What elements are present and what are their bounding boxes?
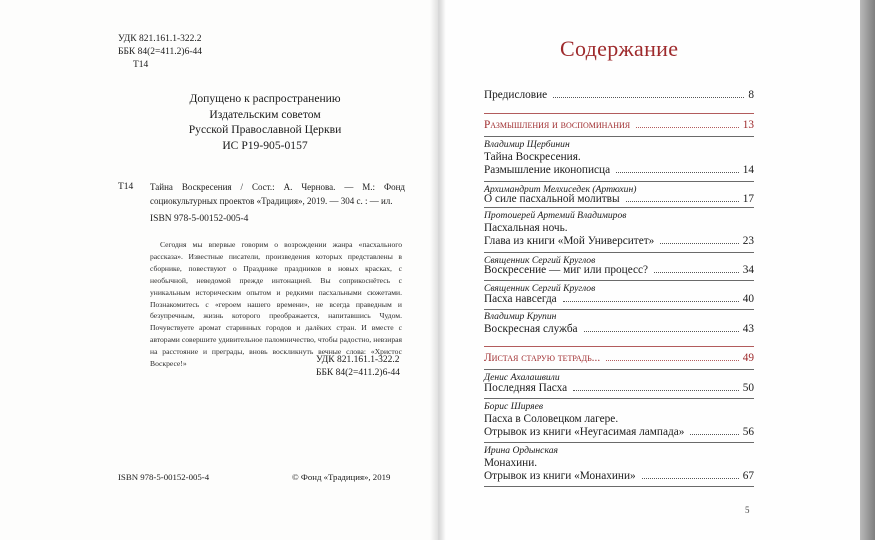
dot-leader bbox=[660, 242, 738, 244]
author-name: Священник Сергий Круглов bbox=[484, 255, 596, 266]
divider bbox=[484, 136, 754, 137]
dot-leader bbox=[606, 359, 739, 361]
author-name: Ирина Ордынская bbox=[484, 445, 558, 456]
page-ref: 17 bbox=[742, 193, 754, 205]
page-number: 5 bbox=[745, 505, 750, 515]
divider bbox=[484, 346, 754, 347]
annotation: Сегодня мы впервые говорим о возрождении жанра «пасхального рассказа». Известные писатели, произведения которых представлены в сборнике, повествуют о Празднике праздников в новых красках, с необычной, неведомой прежде интонацией. Вы соприкоснётесь с уникальным историческим опытом и редкими пасхальными сюжетами. Познакомитесь с «героем нашего времени», не всегда праведным и безупречным, жизнь которого преображается, напитавшись Чудом. Почувствуете аромат старинных городов и далёких стран. И вместе с авторами совершите удивительное паломничество, чтобы радостно, невзирая на расстояние и преграды, вновь воскликнуть вечные слова: «Христос Воскресе!» bbox=[150, 240, 402, 369]
author-name: Борис Ширяев bbox=[484, 401, 544, 412]
section-title: Размышления и воспоминания bbox=[484, 119, 631, 131]
toc-title: Воскресная служба bbox=[484, 323, 578, 335]
bib-code: Т14 bbox=[118, 182, 134, 192]
isbn: ISBN 978-5-00152-005-4 bbox=[150, 214, 249, 224]
book-gutter bbox=[430, 0, 446, 540]
bbk-bottom: ББК 84(2=411.2)6-44 bbox=[316, 368, 400, 378]
author-name: Протоиерей Артемий Владимиров bbox=[484, 210, 627, 221]
toc-title: Глава из книги «Мой Университет» bbox=[484, 235, 655, 247]
approval-line: ИС Р19-905-0157 bbox=[222, 138, 308, 152]
dot-leader bbox=[642, 477, 739, 479]
toc-row[interactable] bbox=[484, 235, 754, 247]
divider bbox=[484, 442, 754, 443]
dot-leader bbox=[616, 171, 739, 173]
toc-title: Пасха навсегда bbox=[484, 293, 557, 305]
dot-leader bbox=[626, 200, 739, 202]
author-name: Священник Сергий Круглов bbox=[484, 283, 596, 294]
toc-row[interactable] bbox=[484, 164, 754, 176]
page-ref: 14 bbox=[742, 164, 754, 176]
dot-leader bbox=[636, 126, 739, 128]
footer-isbn: ISBN 978-5-00152-005-4 bbox=[118, 472, 210, 482]
approval-block bbox=[130, 91, 400, 153]
toc-subtitle: Тайна Воскресения. bbox=[484, 151, 581, 163]
page-ref: 56 bbox=[742, 426, 754, 438]
divider bbox=[484, 486, 754, 487]
udk-top: УДК 821.161.1-322.2 bbox=[118, 34, 202, 44]
toc-subtitle: Пасха в Соловецком лагере. bbox=[484, 413, 619, 425]
dot-leader bbox=[690, 433, 738, 435]
divider bbox=[484, 309, 754, 310]
page-ref: 34 bbox=[742, 264, 754, 276]
bbk-top: ББК 84(2=411.2)6-44 bbox=[118, 47, 202, 57]
dot-leader bbox=[553, 96, 744, 98]
toc-title: Воскресение — миг или процесс? bbox=[484, 264, 649, 276]
page-ref: 67 bbox=[742, 470, 754, 482]
code-top: Т14 bbox=[133, 60, 149, 70]
dot-leader bbox=[573, 389, 739, 391]
divider bbox=[484, 181, 754, 182]
toc-title: Отрывок из книги «Монахини» bbox=[484, 470, 636, 482]
page-ref: 13 bbox=[742, 119, 754, 131]
toc-title: Размышление иконописца bbox=[484, 164, 611, 176]
toc-section-heading[interactable] bbox=[484, 352, 754, 364]
author-name: Владимир Щербинин bbox=[484, 139, 570, 150]
page-title: Содержание bbox=[560, 36, 679, 61]
toc-row[interactable] bbox=[484, 193, 754, 205]
toc-row-preface[interactable] bbox=[484, 89, 754, 101]
page-ref: 43 bbox=[742, 323, 754, 335]
toc-title: Последняя Пасха bbox=[484, 382, 568, 394]
toc-title: Предисловие bbox=[484, 89, 548, 101]
approval-line: Издательским советом bbox=[209, 107, 321, 121]
section-title: Листая старую тетрадь... bbox=[484, 352, 601, 364]
page-edge bbox=[860, 0, 875, 540]
toc-title: О силе пасхальной молитвы bbox=[484, 193, 620, 205]
divider bbox=[484, 280, 754, 281]
divider bbox=[484, 252, 754, 253]
udk-bottom: УДК 821.161.1-322.2 bbox=[316, 355, 400, 365]
page-ref: 49 bbox=[742, 352, 754, 364]
toc-title: Отрывок из книги «Неугасимая лампада» bbox=[484, 426, 685, 438]
page-ref: 40 bbox=[742, 293, 754, 305]
toc-section-heading[interactable] bbox=[484, 119, 754, 131]
dot-leader bbox=[563, 300, 739, 302]
divider bbox=[484, 207, 754, 208]
author-name: Архимандрит Мелхиседек (Артюхин) bbox=[484, 184, 637, 195]
toc-row[interactable] bbox=[484, 382, 754, 394]
author-name: Владимир Крупин bbox=[484, 311, 557, 322]
divider bbox=[484, 113, 754, 114]
toc-row[interactable] bbox=[484, 293, 754, 305]
divider bbox=[484, 398, 754, 399]
dot-leader bbox=[584, 330, 739, 332]
footer-copyright: © Фонд «Традиция», 2019 bbox=[292, 472, 391, 482]
page-ref: 50 bbox=[742, 382, 754, 394]
author-name: Денис Ахалашвили bbox=[484, 372, 560, 383]
approval-line: Русской Православной Церкви bbox=[188, 123, 342, 136]
toc-row[interactable] bbox=[484, 426, 754, 438]
approval-line: Допущено к распространению bbox=[189, 92, 341, 105]
page-ref: 23 bbox=[742, 235, 754, 247]
divider bbox=[484, 369, 754, 370]
bibliographic-description: Тайна Воскресения / Сост.: А. Чернова. — М.: Фонд социокультурных проектов «Традиция», 2019. — 304 с. : — ил. bbox=[150, 182, 405, 206]
toc-row[interactable] bbox=[484, 264, 754, 276]
toc-row[interactable] bbox=[484, 323, 754, 335]
dot-leader bbox=[654, 271, 739, 273]
toc-row[interactable] bbox=[484, 470, 754, 482]
toc-subtitle: Монахини. bbox=[484, 457, 538, 469]
toc-subtitle: Пасхальная ночь. bbox=[484, 222, 568, 234]
page-ref: 8 bbox=[748, 89, 754, 101]
